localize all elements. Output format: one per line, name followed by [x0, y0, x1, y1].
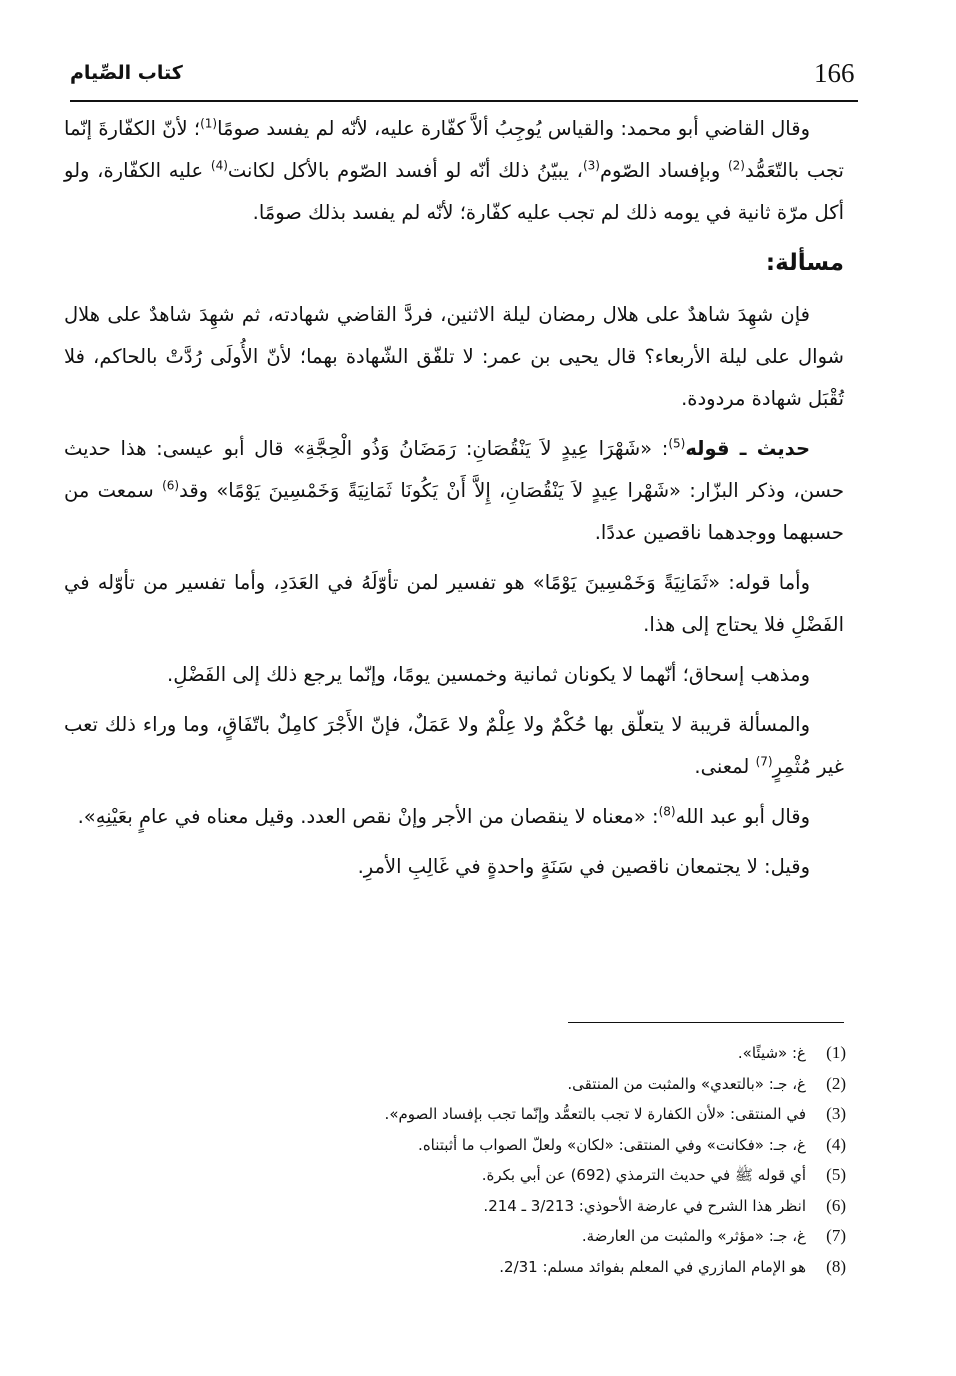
footnote-text: غ، جـ: «بالتعدي» والمثبت من المنتقى.: [567, 1074, 806, 1093]
running-header: [70, 58, 858, 94]
footnote-text: هو الإمام المازري في المعلم بفوائد مسلم: 2/31.: [499, 1257, 806, 1276]
text-run: وقال القاضي أبو محمد: والقياس يُوجِبُ ألاَّ كفّارة عليه، لأنّه لم يفسد صومًا: [217, 117, 810, 140]
footnote: [146, 1252, 846, 1283]
footnotes: [146, 1038, 846, 1282]
footnote: [146, 1130, 846, 1161]
footnote-text: في المنتقى: «لأن الكفارة لا تجب بالتعمُّد وإنّما تجب بإفساد الصوم».: [384, 1105, 806, 1123]
text-run: سمعت من حسبهما ووجدهما ناقصين عددًا.: [64, 479, 844, 544]
paragraph-6: [64, 704, 844, 788]
footnote-number: (7): [826, 1226, 846, 1245]
footnote-text: أي قوله ﷺ في حديث الترمذي (692) عن أبي بكرة.: [481, 1166, 806, 1184]
hadith-lead: حديث ـ قوله: [685, 437, 810, 460]
text-run: عليه الكفّارة، ولو أكل مرّة ثانية في يومه ذلك لم تجب عليه كفّارة؛ لأنّه لم يفسد بذلك صومًا.: [64, 159, 844, 224]
footnote-ref[interactable]: (2): [727, 158, 745, 173]
text-run: لمعنى.: [694, 755, 756, 778]
paragraph-8: وقيل: لا يجتمعان ناقصين في سَنَةٍ واحدةٍ في غَالِبِ الأمرِ.: [357, 855, 810, 878]
paragraph-7: [64, 796, 844, 838]
footnote-number: (8): [826, 1256, 846, 1276]
footnote-number: (1): [826, 1043, 846, 1062]
text-run: وقال أبو عبد الله: [675, 805, 810, 828]
text-run: : «معناه لا ينقصان من الأجر وإنْ نقص العدد. وقيل معناه في عامٍ بعَيْنِهِ».: [77, 805, 659, 828]
paragraph-4: وأما قوله: «ثَمَانِيَةً وَخَمْسِينَ يَوْمًا» هو تفسير لمن تأوّلَهُ في العَدَدِ، وأما تفسير من تأوّله في الفَضْلِ فلا يحتاج إلى هذا.: [64, 571, 844, 636]
text-run: والمسألة قريبة لا يتعلّق بها حُكْمٌ ولا عِلْمٌ ولا عَمَلٌ، فإنّ الأَجْرَ كامِلٌ باتّفَاقٍ، وما وراء ذلك تعب غير مُثْمِرٍ: [64, 713, 844, 778]
footnote-ref[interactable]: (6): [162, 478, 180, 493]
paragraph-3: [64, 428, 844, 554]
footnote-text: غ، جـ: «مؤثر» والمثبت من العارضة.: [581, 1227, 806, 1245]
footnote-ref[interactable]: (1): [200, 116, 218, 131]
paragraph-2: فإن شهِدَ شاهدٌ على هلال رمضان ليلة الاثنين، فردَّ القاضي شهادته، ثم شهِدَ شاهدٌ على هلال شوال على ليلة الأربعاء؟ قال يحيى بن عمر: لا تلفّق الشّهادة بهما؛ لأنّ الأُولَى رُدَّتْ بالحاكم، فلا تُقْبَل شهادة مردودة.: [64, 303, 844, 410]
footnote-number: (3): [826, 1104, 846, 1123]
main-text: [64, 108, 844, 896]
header-rule: [70, 100, 858, 102]
footnote-text: غ: «شيئًا».: [737, 1044, 806, 1062]
section-heading: مسألة:: [765, 250, 844, 276]
footnote: [146, 1038, 846, 1069]
text-run: : «شَهْرَا عِيدٍ لاَ يَنْقُصَانِ: رَمَضَانُ وَذُو الْحِجَّةِ» قال أبو عيسى: هذا حديث حسن، وذكر البزّار: «شَهْرا عِيدٍ لاَ يَنْقُصَانِ، إِلاَّ أَنْ يَكُونَا ثَمَانِيَةً وَخَمْسِينَ يَوْمًا» وقد: [64, 437, 845, 502]
footnote-number: (2): [826, 1073, 846, 1093]
page-number: 166: [814, 58, 855, 88]
footnote: [146, 1221, 846, 1252]
footnote-ref[interactable]: (4): [210, 158, 228, 173]
paragraph-1: [64, 108, 844, 234]
footnote-text: انظر هذا الشرح في عارضة الأحوذي: 3/213 ـ 214.: [483, 1196, 806, 1215]
running-title: كتاب الصِّيام: [70, 62, 183, 84]
footnote-ref[interactable]: (7): [755, 754, 773, 769]
footnote-text: غ، جـ: «فكانت» وفي المنتقى: «لكان» ولعلّ الصواب ما أثبتناه.: [418, 1135, 806, 1154]
text-run: ؛ لأنّ الكفّارةَ إنّما تجب بالتّعَمُّد: [64, 117, 844, 182]
footnote-number: (5): [826, 1165, 846, 1184]
paragraph-5: ومذهب إسحاق؛ أنّهما لا يكونان ثمانية وخمسين يومًا، وإنّما يرجع ذلك إلى الفَضْلِ.: [167, 663, 810, 686]
footnote: [146, 1099, 846, 1130]
text-run: وبإفساد الصّوم: [599, 159, 728, 182]
footnote-rule: [568, 1022, 844, 1023]
footnote-ref[interactable]: (8): [658, 804, 676, 819]
footnote-number: (6): [826, 1195, 846, 1215]
text-run: ، يبيّنُ ذلك أنّه لو أفسد الصّوم بالأكل لكانت: [227, 159, 583, 182]
footnote: [146, 1191, 846, 1222]
footnote-ref[interactable]: (3): [582, 158, 600, 173]
footnote: [146, 1160, 846, 1191]
footnote: [146, 1069, 846, 1100]
footnote-ref[interactable]: (5): [668, 436, 686, 451]
footnote-number: (4): [826, 1134, 846, 1154]
